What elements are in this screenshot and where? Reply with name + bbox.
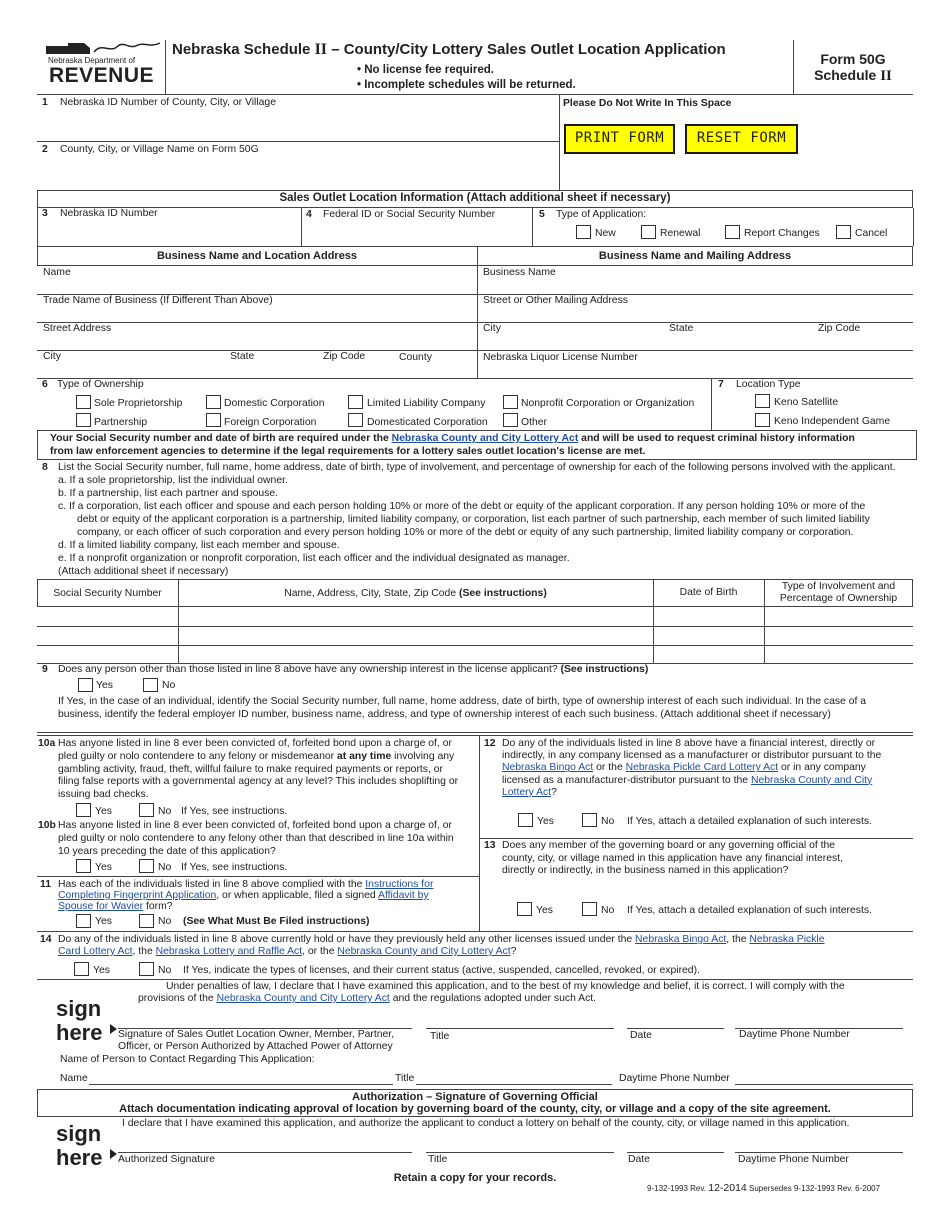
line3-label: Nebraska ID Number xyxy=(60,208,158,219)
line12-text: Do any of the individuals listed in line 8 above have a financial interest, directly or indirectly, in any company licensed as a manufacturer or distributor pursuant to the Nebraska Bingo Act or the Nebraska Pickle Card Lottery Act or in any company licensed as a manufacturer-distributor pursuant to the Nebraska County and City Lottery Act? xyxy=(502,738,882,798)
reset-form-button[interactable]: RESET FORM xyxy=(685,124,798,154)
line10b-no-label: No xyxy=(158,862,172,873)
line10b-no-checkbox[interactable] xyxy=(139,859,154,873)
line9-yes-checkbox[interactable] xyxy=(78,678,93,692)
here-label-2: here xyxy=(56,1145,103,1170)
partnership-label: Partnership xyxy=(94,417,148,428)
line10a-yes-label: Yes xyxy=(95,806,112,817)
official-date-line[interactable] xyxy=(627,1152,724,1153)
sole-proprietorship-label: Sole Proprietorship xyxy=(94,398,183,409)
line2-number: 2 xyxy=(42,144,48,155)
owner-phone-caption: Daytime Phone Number xyxy=(739,1029,850,1040)
line14-no-checkbox[interactable] xyxy=(139,962,154,976)
nonprofit-label: Nonprofit Corporation or Organization xyxy=(521,398,695,409)
line8-c2: debt or equity of the applicant corporation is a partnership, limited liability company, or corporation, list each partner of such partnership, each member of such limited liability xyxy=(77,514,870,525)
line10a-number: 10a xyxy=(38,738,56,749)
county-city-act-link[interactable]: Nebraska County and City xyxy=(750,774,873,786)
line13-yes-label: Yes xyxy=(536,905,553,916)
line14-note: If Yes, indicate the types of licenses, and their current status (active, suspended, cancelled, revoked, or expired). xyxy=(183,965,700,976)
line14-yes-label: Yes xyxy=(93,965,110,976)
contact-name-field[interactable] xyxy=(89,1084,393,1085)
line6-number: 6 xyxy=(42,379,48,390)
type-renewal-label: Renewal xyxy=(660,228,701,239)
line11-no-label: No xyxy=(158,916,172,927)
other-ownership-checkbox[interactable] xyxy=(503,413,518,427)
type-cancel-checkbox[interactable] xyxy=(836,225,851,239)
form-revision-code: 9-132-1993 Rev. 12-2014 Supersedes 9-132-1993 Rev. 6-2007 xyxy=(647,1182,881,1194)
llc-label: Limited Liability Company xyxy=(367,398,486,409)
line12-yes-label: Yes xyxy=(537,816,554,827)
official-title-line[interactable] xyxy=(426,1152,614,1153)
line13-no-label: No xyxy=(601,905,615,916)
line14-number: 14 xyxy=(40,934,52,945)
line9-question: Does any person other than those listed in line 8 above have any ownership interest in the license applicant? (See instructions) xyxy=(58,664,649,675)
type-new-label: New xyxy=(595,228,616,239)
line14-yes-checkbox[interactable] xyxy=(74,962,89,976)
line1-number: 1 xyxy=(42,97,48,108)
line10a-yes-checkbox[interactable] xyxy=(76,803,91,817)
partnership-checkbox[interactable] xyxy=(76,413,91,427)
declaration-text: Under penalties of law, I declare that I have examined this application, and to the best of my knowledge and belief, it is correct. I will comply with the xyxy=(166,981,845,992)
line8-a: a. If a sole proprietorship, list the individual owner. xyxy=(58,475,288,486)
line9-no-label: No xyxy=(162,680,176,691)
official-phone-caption: Daytime Phone Number xyxy=(738,1154,849,1165)
line13-no-checkbox[interactable] xyxy=(582,902,597,916)
owner-date-caption: Date xyxy=(630,1030,652,1041)
contact-title-label: Title xyxy=(395,1073,415,1084)
type-report-changes-checkbox[interactable] xyxy=(725,225,740,239)
line13-text: Does any member of the governing board or any governing official of the county, city, or village named in this application have any financial interest, directly or indirectly, in the business named in this application? xyxy=(502,840,843,876)
trade-name-label: Trade Name of Business (If Different Than Above) xyxy=(43,295,273,306)
sole-proprietorship-checkbox[interactable] xyxy=(76,395,91,409)
line8-c3: company, or each officer of such corporation and every person holding 10% or more of the debt or equity of any such partnership, limited liability company or corporation. xyxy=(77,527,854,538)
line13-number: 13 xyxy=(484,840,496,851)
col-name-address: Name, Address, City, State, Zip Code (See instructions) xyxy=(284,588,547,599)
line11-yes-checkbox[interactable] xyxy=(76,914,91,928)
line13-yes-checkbox[interactable] xyxy=(517,902,532,916)
line8-number: 8 xyxy=(42,462,48,473)
line5-number: 5 xyxy=(539,209,545,220)
type-new-checkbox[interactable] xyxy=(576,225,591,239)
line9-text2: business, identify the federal employer ID number, business name, address, and type of ownership interest of each such business. (Attach additional sheet if necessary) xyxy=(58,709,831,720)
logo-small-text: Nebraska Department of xyxy=(48,56,136,65)
bingo-act-link[interactable]: Nebraska Bingo Act xyxy=(502,762,594,774)
county-label: County xyxy=(399,352,432,363)
mailing-zip-label: Zip Code xyxy=(818,323,861,334)
street-address-label: Street Address xyxy=(43,323,112,334)
official-signature-line[interactable] xyxy=(118,1152,412,1153)
line3-number: 3 xyxy=(42,208,48,219)
form-title: Nebraska Schedule II – County/City Lottery Sales Outlet Location Application xyxy=(172,41,726,58)
fingerprint-instructions-link-2[interactable]: Completing Fingerprint Application xyxy=(58,890,217,901)
keno-independent-label: Keno Independent Game xyxy=(774,416,891,427)
line10a-no-checkbox[interactable] xyxy=(139,803,154,817)
owner-title-line[interactable] xyxy=(426,1028,614,1029)
line12-number: 12 xyxy=(484,738,496,749)
contact-phone-label: Daytime Phone Number xyxy=(619,1073,730,1084)
line14-text: Do any of the individuals listed in line 8 above currently hold or have they previously held any other licenses issued under the Nebraska Bingo Act, the Nebraska Pickle Card Lottery Act, the Nebraska Lottery and Raffle Act, or the Nebraska County and City Lottery Act? xyxy=(58,934,825,957)
contact-title-field[interactable] xyxy=(416,1084,612,1085)
line10b-number: 10b xyxy=(38,820,56,831)
official-title-caption: Title xyxy=(428,1154,448,1165)
line10b-yes-label: Yes xyxy=(95,862,112,873)
line5-label: Type of Application: xyxy=(556,209,647,220)
keno-satellite-label: Keno Satellite xyxy=(774,397,839,408)
foreign-corporation-label: Foreign Corporation xyxy=(224,417,317,428)
line8-d: d. If a limited liability company, list each member and spouse. xyxy=(58,540,340,551)
line11-note: (See What Must Be Filed instructions) xyxy=(183,916,370,927)
line7-number: 7 xyxy=(718,379,724,390)
form-number: Form 50G xyxy=(820,51,886,67)
county-city-act-link-decl[interactable]: Nebraska County and City Lottery Act xyxy=(216,993,390,1004)
type-report-changes-label: Report Changes xyxy=(744,228,820,239)
location-address-header: Business Name and Location Address xyxy=(156,250,358,262)
lottery-act-link[interactable]: Nebraska County and City Lottery Act xyxy=(391,433,579,444)
line8-b: b. If a partnership, list each partner and spouse. xyxy=(58,488,279,499)
authorization-header: Authorization – Signature of Governing Official Attach documentation indicating approval of location by governing board of the county, city, or village and a copy of the site agreement. xyxy=(37,1089,913,1117)
city-label: City xyxy=(43,351,61,362)
office-use-label: Please Do Not Write In This Space xyxy=(563,98,732,109)
sign-label: sign xyxy=(56,996,102,1021)
line9-text: If Yes, in the case of an individual, identify the Social Security number, full name, home address, date of birth, type of ownership interest of each such individual. In the case of a xyxy=(58,696,867,707)
county-city-act-link-14[interactable]: Nebraska County and City Lottery Act xyxy=(337,946,511,957)
line9-number: 9 xyxy=(42,664,48,675)
line11-text: Has each of the individuals listed in line 8 above complied with the Instructions for Completing Fingerprint Application, or when applicable, filed a signed Affidavit by Spouse for Wavier form? xyxy=(58,879,434,912)
line11-number: 11 xyxy=(40,879,51,890)
line9-yes-label: Yes xyxy=(96,680,113,691)
owner-title-caption: Title xyxy=(430,1031,450,1042)
domestic-corporation-checkbox[interactable] xyxy=(206,395,221,409)
line8-text: List the Social Security number, full name, home address, date of birth, type of involvement, and percentage of ownership for each of the following persons involved with the applicant. xyxy=(58,462,896,473)
fingerprint-instructions-link[interactable]: Instructions for xyxy=(365,879,434,890)
nonprofit-checkbox[interactable] xyxy=(503,395,518,409)
spouse-affidavit-link-2[interactable]: Spouse for Wavier xyxy=(58,901,144,912)
line10b-yes-checkbox[interactable] xyxy=(76,859,91,873)
line4-label: Federal ID or Social Security Number xyxy=(323,209,496,220)
domesticated-corporation-checkbox[interactable] xyxy=(348,413,363,427)
line10a-text: Has anyone listed in line 8 ever been convicted of, forfeited bond upon a charge of, or pled guilty or nolo contendere to any felony or misdemeanor at any time involving any gambling activity, fraud, theft, willful failure to make required payments or reports, or filing false reports with a governmental agency at any level? This includes shoplifting or issuing bad checks. xyxy=(58,738,459,801)
official-phone-line[interactable] xyxy=(735,1152,903,1153)
line2-label: County, City, or Village Name on Form 50G xyxy=(60,144,259,155)
county-city-act-link-2[interactable]: Lottery Act xyxy=(502,786,552,798)
domesticated-corporation-label: Domesticated Corporation xyxy=(367,417,488,428)
domestic-corporation-label: Domestic Corporation xyxy=(224,398,325,409)
logo-big-text: REVENUE xyxy=(49,64,155,87)
line14-no-label: No xyxy=(158,965,172,976)
line10a-no-label: No xyxy=(158,806,172,817)
foreign-corporation-checkbox[interactable] xyxy=(206,413,221,427)
bingo-act-link-14[interactable]: Nebraska Bingo Act xyxy=(635,934,727,945)
mailing-state-label: State xyxy=(669,323,694,334)
sign-label-2: sign xyxy=(56,1121,102,1146)
col-ssn: Social Security Number xyxy=(53,588,162,599)
ssn-notice: Your Social Security number and date of birth are required under the Nebraska County and City Lottery Act and will be used to request criminal history information from law enforcement agencies to determine if the legal requirements for a lottery sales outlet location's license are met. xyxy=(37,430,917,460)
line4-number: 4 xyxy=(306,209,312,220)
line11-no-checkbox[interactable] xyxy=(139,914,154,928)
contact-phone-field[interactable] xyxy=(735,1084,913,1085)
authorization-declaration: I declare that I have examined this application, and authorize the applicant to conduct a lottery on behalf of the county, city, or village named in this application. xyxy=(122,1118,850,1129)
liquor-license-label: Nebraska Liquor License Number xyxy=(483,352,638,363)
contact-person-label: Name of Person to Contact Regarding This Application: xyxy=(60,1054,315,1065)
outlet-section-header: Sales Outlet Location Information (Attach additional sheet if necessary) xyxy=(279,192,671,204)
zip-label: Zip Code xyxy=(323,351,366,362)
mailing-address-header: Business Name and Mailing Address xyxy=(598,250,792,262)
pickle-card-act-link-14[interactable]: Nebraska Pickle xyxy=(749,934,825,945)
type-renewal-checkbox[interactable] xyxy=(641,225,656,239)
other-ownership-label: Other xyxy=(521,417,547,428)
state-label: State xyxy=(230,351,255,362)
spouse-affidavit-link[interactable]: Affidavit by xyxy=(378,890,429,901)
print-form-button[interactable]: PRINT FORM xyxy=(564,124,675,154)
type-cancel-label: Cancel xyxy=(855,228,888,239)
keno-satellite-checkbox[interactable] xyxy=(755,394,770,408)
line8-attach: (Attach additional sheet if necessary) xyxy=(58,566,229,577)
owner-date-line[interactable] xyxy=(627,1028,724,1029)
mailing-street-label: Street or Other Mailing Address xyxy=(483,295,628,306)
bullet-no-fee: • No license fee required. xyxy=(357,64,494,76)
pickle-card-act-link-14b[interactable]: Card Lottery Act xyxy=(58,946,133,957)
contact-name-label: Name xyxy=(60,1073,88,1084)
keno-independent-checkbox[interactable] xyxy=(755,413,770,427)
bullet-incomplete: • Incomplete schedules will be returned. xyxy=(357,79,576,91)
line1-label: Nebraska ID Number of County, City, or Village xyxy=(60,97,276,108)
line9-no-checkbox[interactable] xyxy=(143,678,158,692)
llc-checkbox[interactable] xyxy=(348,395,363,409)
business-name-label: Business Name xyxy=(483,267,556,278)
line10a-note: If Yes, see instructions. xyxy=(181,806,288,817)
line12-no-checkbox[interactable] xyxy=(582,813,597,827)
line8-e: e. If a nonprofit organization or nonprofit corporation, list each officer and the individual designated as manager. xyxy=(58,553,570,564)
revenue-logo xyxy=(44,40,162,92)
retain-copy-note: Retain a copy for your records. xyxy=(393,1172,557,1184)
line13-note: If Yes, attach a detailed explanation of such interests. xyxy=(627,905,872,916)
line11-yes-label: Yes xyxy=(95,916,112,927)
declaration-text-2: provisions of the Nebraska County and City Lottery Act and the regulations adopted under such Act. xyxy=(138,993,597,1004)
line12-no-label: No xyxy=(601,816,615,827)
pickle-card-act-link[interactable]: Nebraska Pickle Card Lottery Act xyxy=(625,762,779,774)
sign-arrow-icon-2 xyxy=(110,1149,117,1159)
col-dob: Date of Birth xyxy=(679,587,738,598)
schedule-label: Schedule II xyxy=(814,67,892,84)
lottery-raffle-act-link[interactable]: Nebraska Lottery and Raffle Act xyxy=(155,946,303,957)
line12-yes-checkbox[interactable] xyxy=(518,813,533,827)
line6-label: Type of Ownership xyxy=(57,379,144,390)
line10b-note: If Yes, see instructions. xyxy=(181,862,288,873)
sign-arrow-icon xyxy=(110,1024,117,1034)
line7-label: Location Type xyxy=(736,379,801,390)
here-label: here xyxy=(56,1020,103,1045)
line12-note: If Yes, attach a detailed explanation of such interests. xyxy=(627,816,872,827)
owner-signature-caption: Signature of Sales Outlet Location Owner, Member, Partner, Officer, or Person Authorized by Attached Power of Attorney xyxy=(118,1029,395,1052)
line8-c: c. If a corporation, list each officer and spouse and each person holding 10% or more of the debt or equity of the applicant corporation. If any person holding 10% or more of the xyxy=(58,501,866,512)
official-signature-caption: Authorized Signature xyxy=(118,1154,216,1165)
official-date-caption: Date xyxy=(628,1154,650,1165)
line10b-text: Has anyone listed in line 8 ever been convicted of, forfeited bond upon a charge of, or pled guilty or nolo contendere to any felony other than that described in line 10a within 10 years preceding the date of this application? xyxy=(58,820,454,857)
col-involvement: Type of Involvement and Percentage of Ownership xyxy=(779,581,898,604)
mailing-city-label: City xyxy=(483,323,501,334)
name-label: Name xyxy=(43,267,71,278)
